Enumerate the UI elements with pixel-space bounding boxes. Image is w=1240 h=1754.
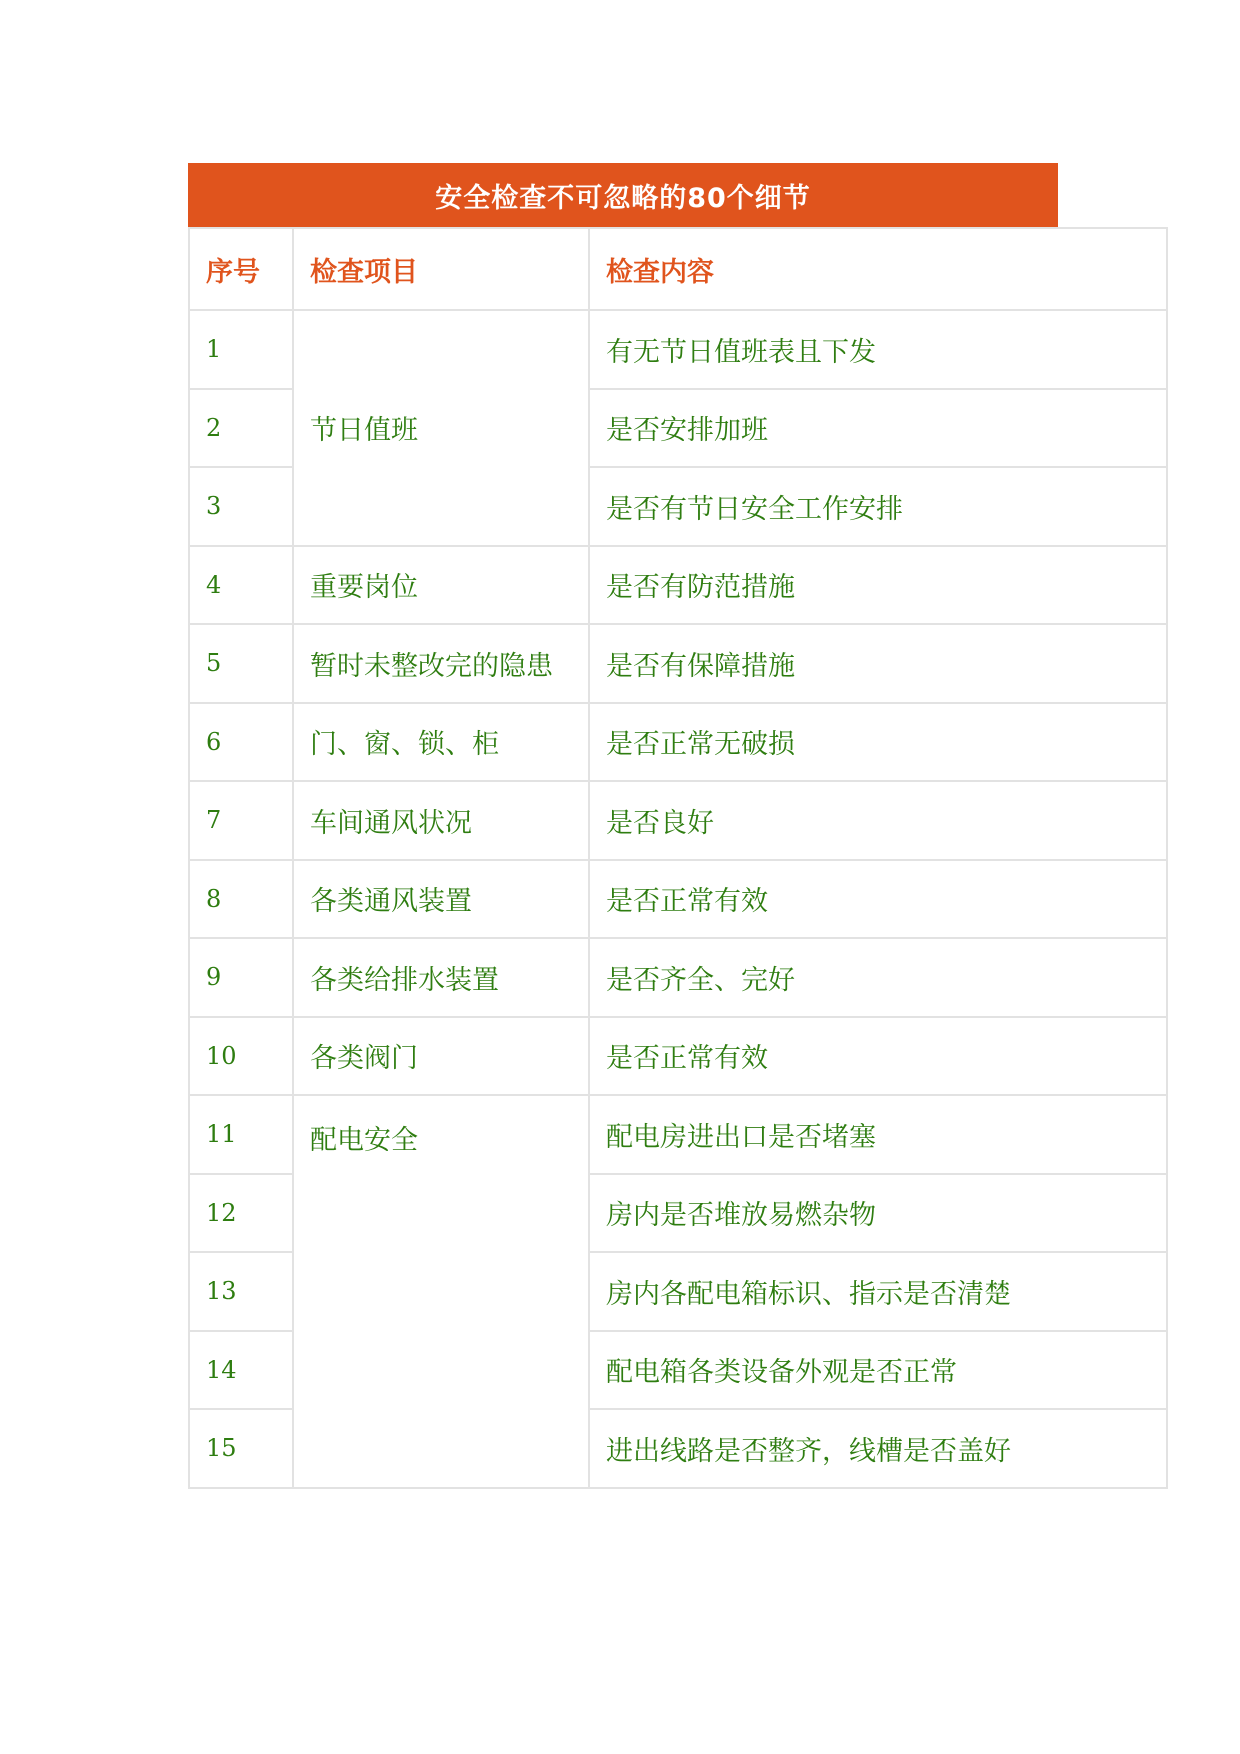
check-item: 车间通风状况: [293, 781, 589, 860]
check-content: 是否良好: [589, 781, 1167, 860]
check-content: 是否齐全、完好: [589, 938, 1167, 1017]
header-row: [189, 228, 1167, 310]
table-row: [189, 938, 1167, 1017]
check-content: 配电房进出口是否堵塞: [589, 1095, 1167, 1174]
check-item: 各类通风装置: [293, 860, 589, 939]
row-number: 1: [189, 310, 293, 389]
check-item: 各类给排水装置: [293, 938, 589, 1017]
check-content: 有无节日值班表且下发: [589, 310, 1167, 389]
row-number: 3: [189, 467, 293, 546]
check-item: 各类阀门: [293, 1017, 589, 1096]
check-content: 是否正常有效: [589, 860, 1167, 939]
table-row: [189, 624, 1167, 703]
check-content: 是否有保障措施: [589, 624, 1167, 703]
check-item: 暂时未整改完的隐患: [293, 624, 589, 703]
row-number: 7: [189, 781, 293, 860]
check-content: 是否有防范措施: [589, 546, 1167, 625]
check-content: 是否安排加班: [589, 389, 1167, 468]
check-item: 节日值班: [293, 310, 589, 546]
table-row: [189, 781, 1167, 860]
document: [188, 163, 1166, 1489]
table-row: [189, 1017, 1167, 1096]
check-content: 房内各配电箱标识、指示是否清楚: [589, 1252, 1167, 1331]
row-number: 12: [189, 1174, 293, 1253]
check-content: 进出线路是否整齐，线槽是否盖好: [589, 1409, 1167, 1488]
table-row: [189, 546, 1167, 625]
row-number: 8: [189, 860, 293, 939]
check-item: 门、窗、锁、柜: [293, 703, 589, 782]
table-row: [189, 860, 1167, 939]
table-row: [189, 1095, 1167, 1174]
table-row: [189, 310, 1167, 389]
checklist-table: [188, 227, 1168, 1489]
check-content: 房内是否堆放易燃杂物: [589, 1174, 1167, 1253]
row-number: 9: [189, 938, 293, 1017]
check-item: 配电安全: [293, 1095, 589, 1488]
header-content: 检查内容: [589, 228, 1167, 310]
row-number: 10: [189, 1017, 293, 1096]
table-row: [189, 703, 1167, 782]
row-number: 15: [189, 1409, 293, 1488]
row-number: 11: [189, 1095, 293, 1174]
check-item: 重要岗位: [293, 546, 589, 625]
header-item: 检查项目: [293, 228, 589, 310]
row-number: 6: [189, 703, 293, 782]
header-no: 序号: [189, 228, 293, 310]
check-content: 是否正常无破损: [589, 703, 1167, 782]
row-number: 5: [189, 624, 293, 703]
check-content: 是否正常有效: [589, 1017, 1167, 1096]
row-number: 13: [189, 1252, 293, 1331]
table-title: 安全检查不可忽略的80个细节: [188, 163, 1058, 227]
row-number: 2: [189, 389, 293, 468]
check-content: 是否有节日安全工作安排: [589, 467, 1167, 546]
row-number: 4: [189, 546, 293, 625]
check-content: 配电箱各类设备外观是否正常: [589, 1331, 1167, 1410]
row-number: 14: [189, 1331, 293, 1410]
